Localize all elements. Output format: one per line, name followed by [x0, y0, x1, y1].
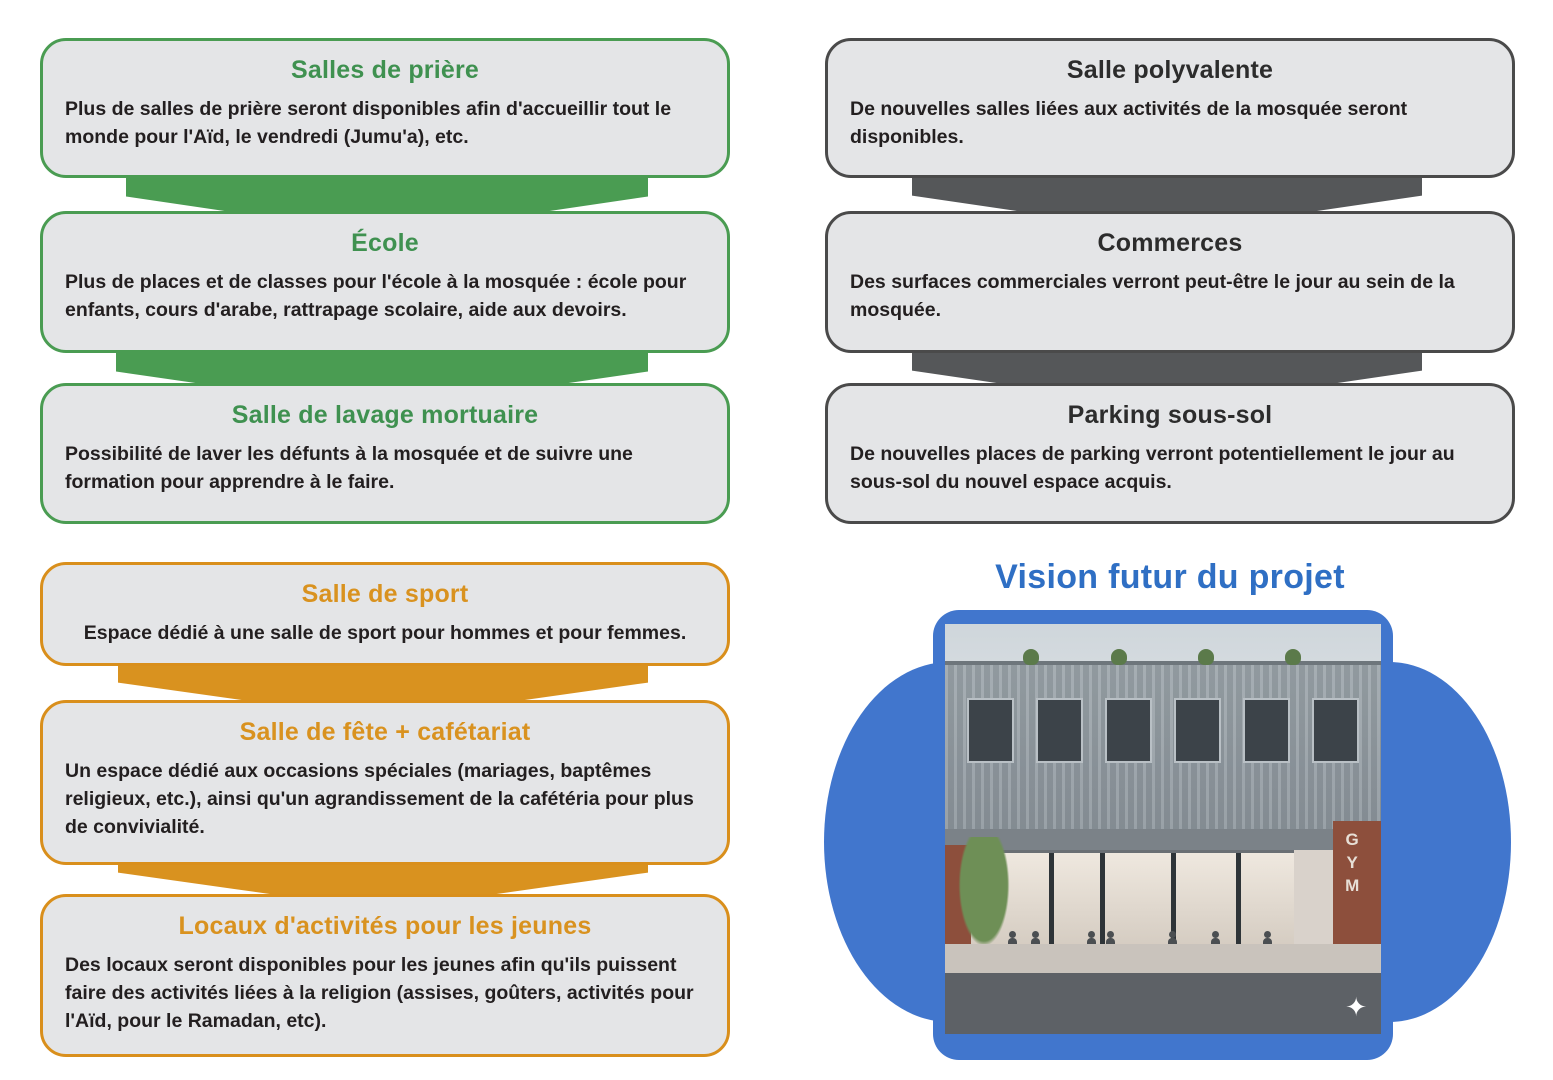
card-salles-de-priere[interactable]	[40, 38, 730, 178]
street	[945, 973, 1381, 1035]
vision-image-frame[interactable]	[933, 610, 1393, 1060]
card-salle-de-sport[interactable]	[40, 562, 730, 666]
card-title: Salle de lavage mortuaire	[231, 401, 539, 429]
window	[1036, 698, 1083, 764]
window	[1105, 698, 1152, 764]
card-salle-de-lavage-mortuaire[interactable]	[40, 383, 730, 524]
card-body: Espace dédié à une salle de sport pour hommes et pour femmes.	[83, 621, 687, 644]
card-title: Salle polyvalente	[1066, 56, 1274, 84]
card-locaux-activites-jeunes[interactable]	[40, 894, 730, 1057]
card-body: Des locaux seront disponibles pour les jeunes afin qu'ils puissent faire des activités liées à la religion (assises, goûters, activités pour l'Aïd, pour le Ramadan, etc).	[65, 953, 694, 1033]
card-body: Un espace dédié aux occasions spéciales (mariages, baptêmes religieux, etc.), ainsi qu'un agrandissement de la cafétéria pour plus de convivialité.	[65, 759, 694, 839]
gym-letter-m: M	[1345, 875, 1361, 895]
sparkle-icon: ✦	[1345, 992, 1367, 1022]
card-title: Commerces	[1097, 229, 1243, 257]
card-title: Locaux d'activités pour les jeunes	[178, 912, 592, 940]
card-parking-sous-sol[interactable]	[825, 383, 1515, 524]
card-title: Salle de fête + cafétariat	[239, 718, 531, 746]
sidewalk	[945, 944, 1381, 973]
window	[1312, 698, 1359, 764]
roof-plant	[1023, 649, 1039, 665]
roofline	[945, 661, 1381, 665]
card-salle-de-fete-cafetariat[interactable]	[40, 700, 730, 865]
card-salle-polyvalente[interactable]	[825, 38, 1515, 178]
roof-plant	[1198, 649, 1214, 665]
card-ecole[interactable]	[40, 211, 730, 353]
card-title: Salle de sport	[301, 580, 469, 608]
gym-letter-g: G	[1345, 830, 1360, 849]
vision-building-illustration	[945, 624, 1381, 1034]
card-body: Plus de salles de prière seront disponibles afin d'accueillir tout le monde pour l'Aïd, le vendredi (Jumu'a), etc.	[65, 97, 672, 148]
gym-letter-y: Y	[1346, 852, 1359, 872]
card-body: Plus de places et de classes pour l'école à la mosquée : école pour enfants, cours d'arabe, rattrapage scolaire, aide aux devoirs.	[65, 270, 687, 321]
card-title: Salles de prière	[290, 56, 480, 84]
card-body: Des surfaces commerciales verront peut-être le jour au sein de la mosquée.	[850, 270, 1455, 321]
gym-sign	[1335, 829, 1370, 898]
card-commerces[interactable]	[825, 211, 1515, 353]
roof-plant	[1285, 649, 1301, 665]
window	[1174, 698, 1221, 764]
vision-title: Vision futur du projet	[995, 558, 1345, 596]
roof-plant	[1111, 649, 1127, 665]
card-body: Possibilité de laver les défunts à la mosquée et de suivre une formation pour apprendre à le faire.	[65, 442, 633, 493]
window	[1243, 698, 1290, 764]
card-body: De nouvelles salles liées aux activités de la mosquée seront disponibles.	[850, 97, 1408, 148]
window	[967, 698, 1014, 764]
card-title: Parking sous-sol	[1067, 401, 1273, 429]
window-row	[967, 698, 1359, 764]
card-title: École	[351, 229, 419, 257]
card-body: De nouvelles places de parking verront potentiellement le jour au sous-sol du nouvel espace acquis.	[850, 442, 1455, 493]
